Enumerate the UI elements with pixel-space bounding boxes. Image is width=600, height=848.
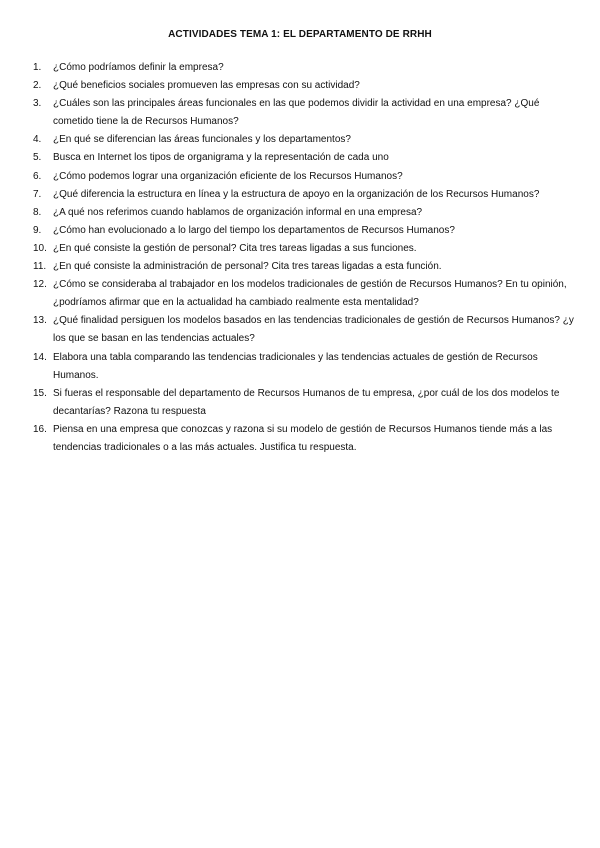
question-item: [33, 276, 578, 312]
question-number: 14.: [33, 351, 47, 363]
question-item: [33, 385, 578, 421]
question-number: 6.: [33, 170, 42, 182]
question-text: ¿Cuáles son las principales áreas funcionales en las que podemos dividir la actividad en una empresa? ¿Qué cometido tiene la de Recursos Humanos?: [53, 98, 540, 128]
question-text: ¿Cómo han evolucionado a lo largo del tiempo los departamentos de Recursos Humanos?: [53, 224, 455, 236]
question-item: [33, 240, 578, 258]
question-list: [33, 59, 578, 457]
question-text: ¿A qué nos referimos cuando hablamos de organización informal en una empresa?: [53, 206, 423, 218]
question-text: ¿Qué beneficios sociales promueven las empresas con su actividad?: [53, 80, 360, 92]
question-item: [33, 131, 578, 149]
question-text: Busca en Internet los tipos de organigrama y la representación de cada uno: [53, 152, 389, 164]
question-item: [33, 95, 578, 131]
question-item: [33, 204, 578, 222]
question-text: ¿Cómo podemos lograr una organización eficiente de los Recursos Humanos?: [53, 170, 403, 182]
question-number: 4.: [33, 134, 42, 146]
question-text: ¿En qué consiste la administración de personal? Cita tres tareas ligadas a esta función.: [53, 261, 442, 273]
question-number: 7.: [33, 188, 42, 200]
question-item: [33, 258, 578, 276]
question-number: 2.: [33, 80, 42, 92]
question-text: Elabora una tabla comparando las tendencias tradicionales y las tendencias actuales de gestión de Recursos Humanos.: [53, 351, 538, 381]
question-text: ¿Cómo podríamos definir la empresa?: [53, 62, 224, 73]
question-number: 3.: [33, 98, 42, 110]
question-text: Si fueras el responsable del departamento de Recursos Humanos de tu empresa, ¿por cuál de los dos modelos te decantarías? Razona tu respuesta: [53, 387, 560, 417]
question-number: 9.: [33, 224, 42, 236]
question-item: [33, 222, 578, 240]
question-number: 13.: [33, 315, 47, 327]
question-item: [33, 186, 578, 204]
question-text: ¿En qué se diferencian las áreas funcionales y los departamentos?: [53, 134, 351, 146]
question-item: [33, 77, 578, 95]
question-item: [33, 168, 578, 186]
question-number: 1.: [33, 62, 42, 73]
page-title: ACTIVIDADES TEMA 1: EL DEPARTAMENTO DE RRHH: [168, 29, 432, 40]
question-number: 11.: [33, 261, 47, 273]
question-item: [33, 421, 578, 457]
question-text: ¿Qué diferencia la estructura en línea y la estructura de apoyo en la organización de los Recursos Humanos?: [53, 188, 540, 200]
question-item: [33, 149, 578, 167]
question-number: 8.: [33, 206, 42, 218]
question-number: 5.: [33, 152, 42, 164]
question-number: 12.: [33, 279, 47, 291]
question-item: [33, 312, 578, 348]
question-number: 15.: [33, 387, 47, 399]
question-text: ¿En qué consiste la gestión de personal? Cita tres tareas ligadas a sus funciones.: [53, 242, 417, 254]
question-number: 10.: [33, 242, 47, 254]
question-text: Piensa en una empresa que conozcas y razona si su modelo de gestión de Recursos Humanos tiende más a las tendencias tradicionales o a las más actuales. Justifica tu respuesta.: [53, 423, 553, 453]
question-number: 16.: [33, 423, 47, 435]
question-item: [33, 59, 578, 77]
question-item: [33, 349, 578, 385]
question-text: ¿Qué finalidad persiguen los modelos basados en las tendencias tradicionales de gestión de Recursos Humanos? ¿y los que se basan en las tendencias actuales?: [53, 315, 574, 345]
question-text: ¿Cómo se consideraba al trabajador en los modelos tradicionales de gestión de Recursos Humanos? En tu opinión, ¿podríamos afirmar que en la actualidad ha cambiado realmente esta mentalidad?: [53, 279, 567, 309]
